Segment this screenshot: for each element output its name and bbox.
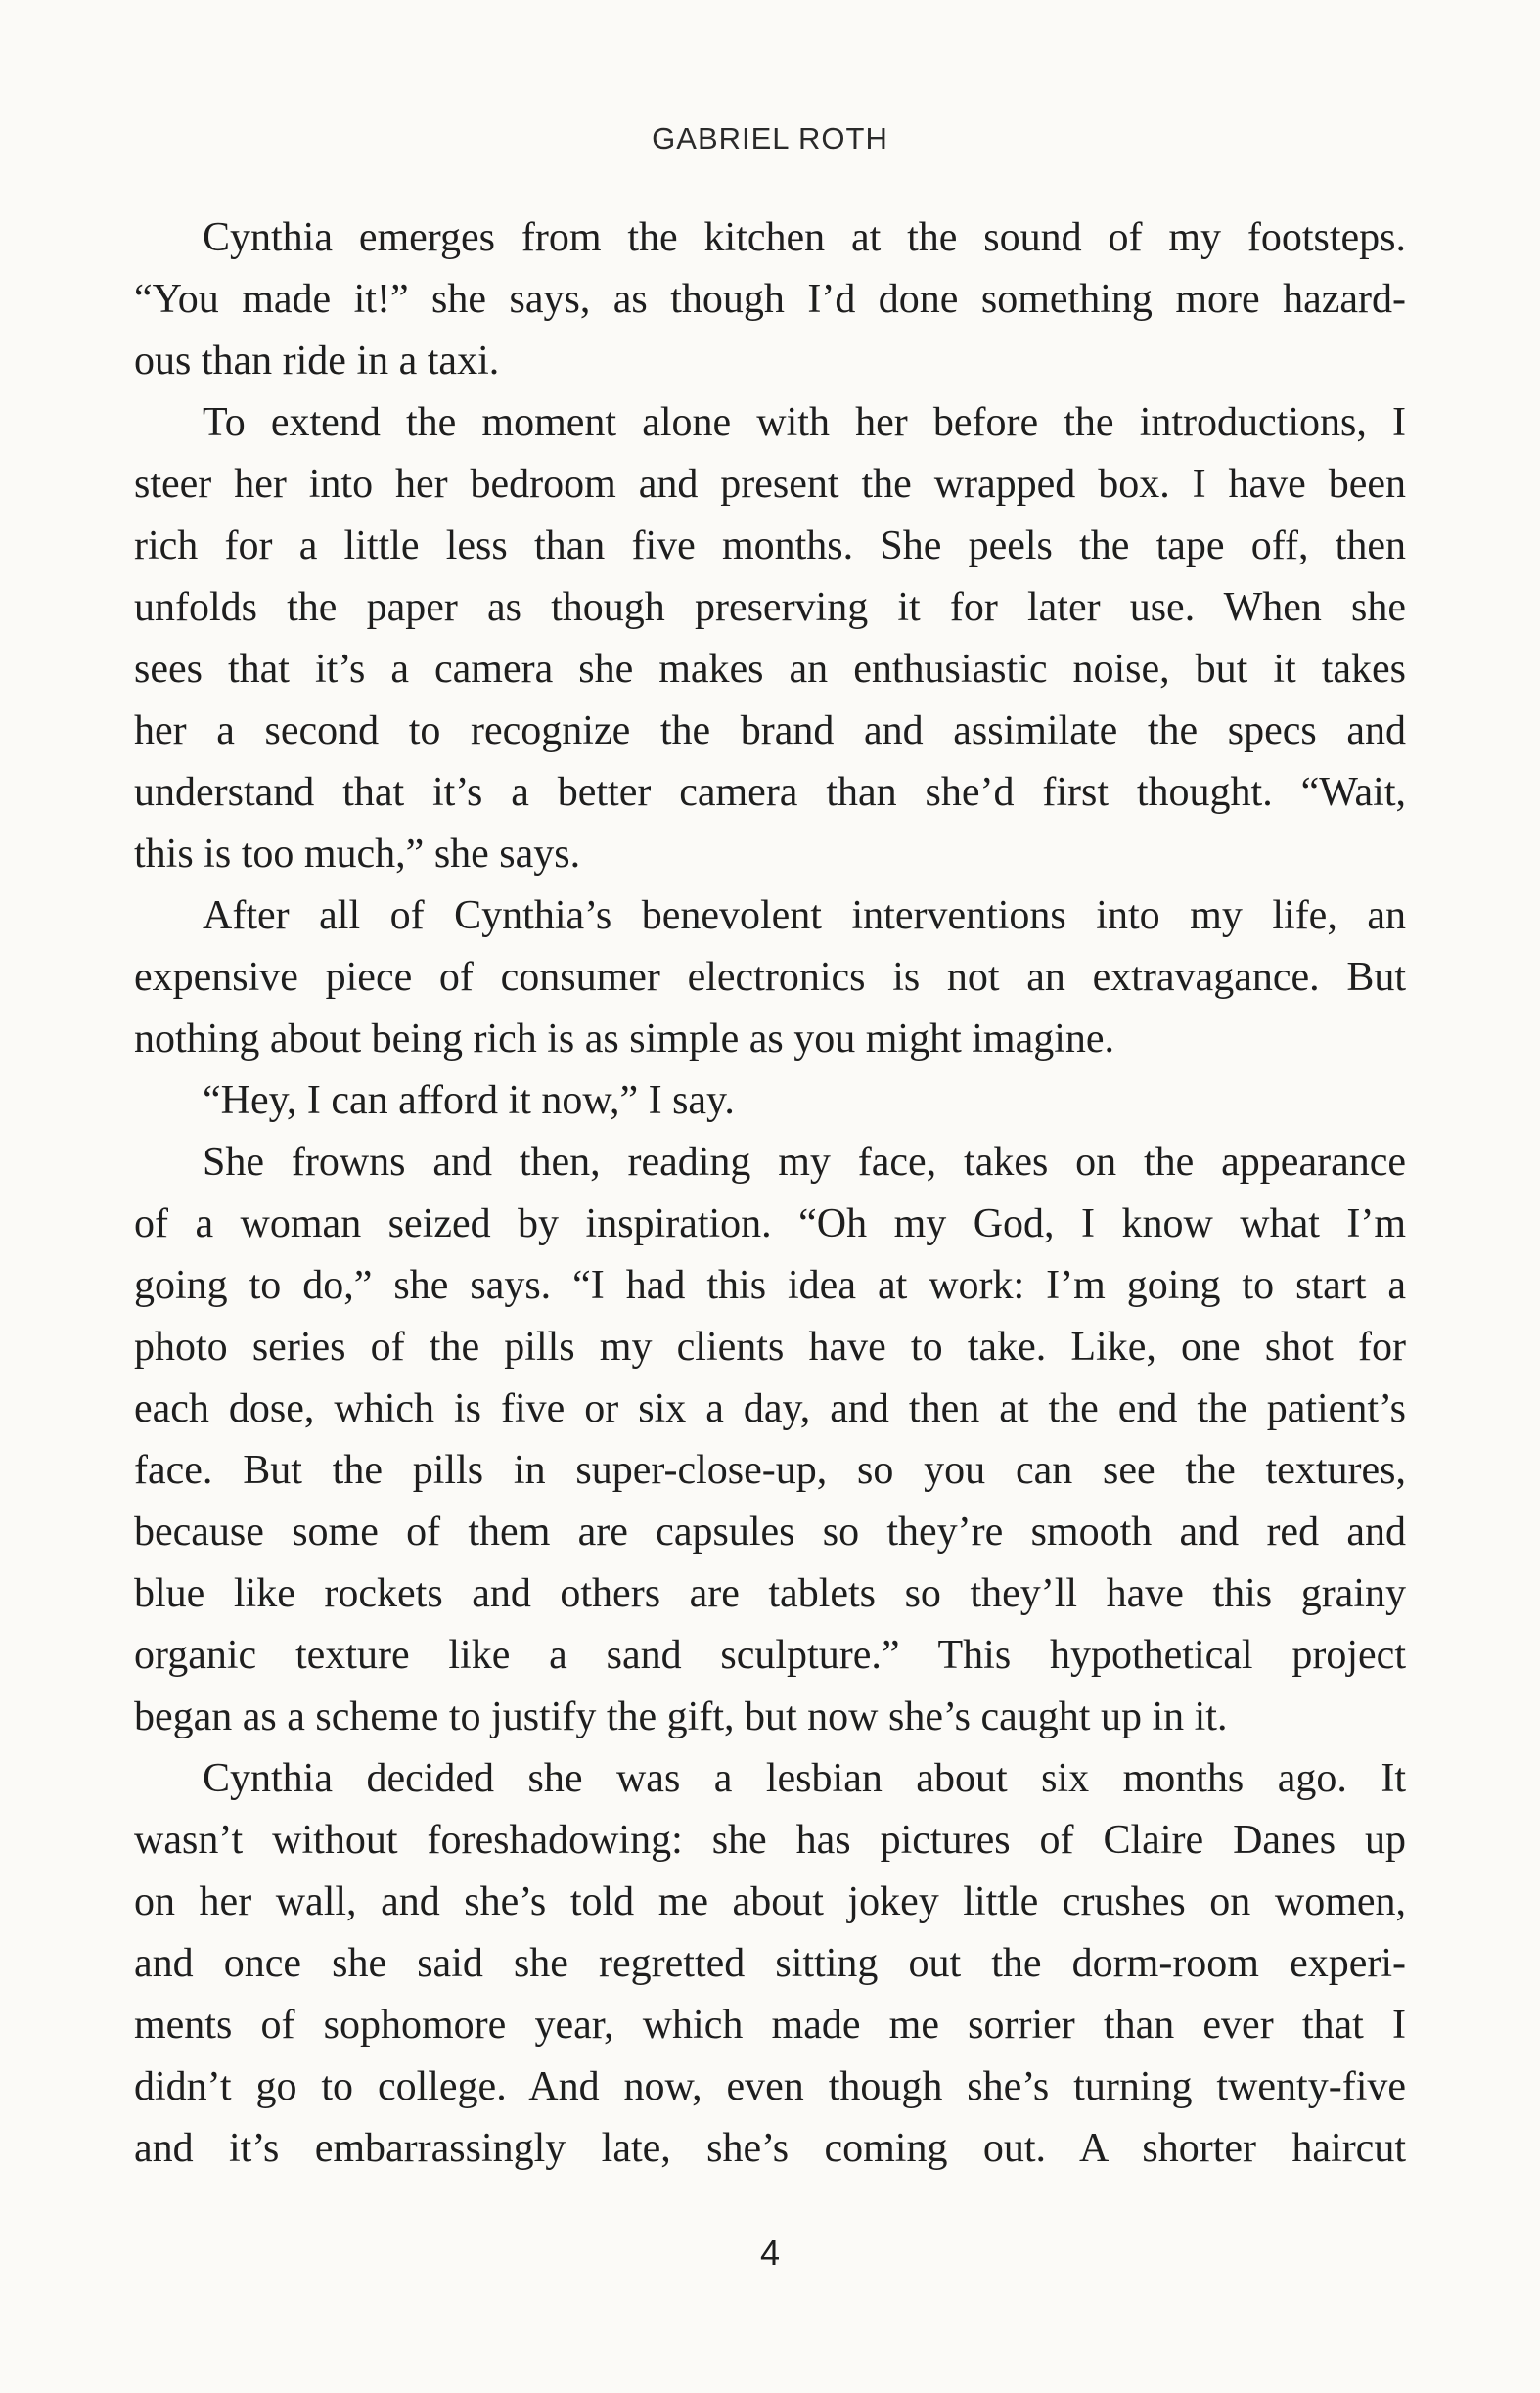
text-line: unfolds the paper as though preserving it for later use. When she	[134, 585, 1406, 630]
text-line: began as a scheme to justify the gift, but now she’s caught up in it.	[134, 1694, 1228, 1739]
text-line: rich for a little less than five months. She peels the tape off, then	[134, 523, 1406, 568]
text-line: ous than ride in a taxi.	[134, 339, 500, 384]
text-line: of a woman seized by inspiration. “Oh my God, I know what I’m	[134, 1201, 1406, 1246]
page-number: 4	[759, 2233, 781, 2273]
paragraph	[134, 207, 1406, 392]
text-line: understand that it’s a better camera than she’d first thought. “Wait,	[134, 770, 1406, 815]
paragraph	[134, 885, 1406, 1070]
text-line: and it’s embarrassingly late, she’s coming out. A shorter haircut	[134, 2126, 1406, 2171]
text-line: blue like rockets and others are tablets so they’ll have this grainy	[134, 1571, 1406, 1616]
text-line: didn’t go to college. And now, even though she’s turning twenty-five	[134, 2064, 1406, 2109]
paragraph	[134, 1748, 1406, 2180]
text-line: Cynthia decided she was a lesbian about six months ago. It	[203, 1756, 1406, 1801]
text-line: her a second to recognize the brand and assimilate the specs and	[134, 708, 1406, 753]
text-line: nothing about being rich is as simple as you might imagine.	[134, 1016, 1115, 1061]
text-line: “Hey, I can afford it now,” I say.	[203, 1078, 735, 1123]
text-line: Cynthia emerges from the kitchen at the sound of my footsteps.	[203, 215, 1406, 260]
text-line: steer her into her bedroom and present the wrapped box. I have been	[134, 462, 1406, 507]
text-line: photo series of the pills my clients have to take. Like, one shot for	[134, 1325, 1406, 1370]
text-line: “You made it!” she says, as though I’d done something more hazard-	[134, 277, 1406, 322]
body-text	[134, 207, 1406, 2180]
text-line: sees that it’s a camera she makes an enthusiastic noise, but it takes	[134, 647, 1406, 692]
text-line: going to do,” she says. “I had this idea at work: I’m going to start a	[134, 1263, 1406, 1308]
text-line: on her wall, and she’s told me about jokey little crushes on women,	[134, 1879, 1406, 1924]
paragraph	[134, 1070, 1406, 1132]
text-line: each dose, which is five or six a day, and then at the end the patient’s	[134, 1386, 1406, 1431]
text-line: and once she said she regretted sitting out the dorm-room experi-	[134, 1941, 1406, 1986]
text-line: because some of them are capsules so they’re smooth and red and	[134, 1510, 1406, 1555]
paragraph	[134, 1132, 1406, 1748]
text-line: this is too much,” she says.	[134, 832, 581, 877]
text-line: After all of Cynthia’s benevolent interventions into my life, an	[203, 893, 1406, 938]
text-line: expensive piece of consumer electronics is not an extravagance. But	[134, 955, 1406, 1000]
text-line: organic texture like a sand sculpture.” This hypothetical project	[134, 1633, 1406, 1678]
running-head: GABRIEL ROTH	[652, 121, 888, 156]
paragraph	[134, 392, 1406, 885]
text-line: ments of sophomore year, which made me sorrier than ever that I	[134, 2003, 1406, 2048]
text-line: wasn’t without foreshadowing: she has pictures of Claire Danes up	[134, 1818, 1406, 1863]
text-line: She frowns and then, reading my face, takes on the appearance	[203, 1140, 1406, 1185]
text-line: To extend the moment alone with her before the introductions, I	[203, 400, 1406, 445]
text-line: face. But the pills in super-close-up, so you can see the textures,	[134, 1448, 1406, 1493]
